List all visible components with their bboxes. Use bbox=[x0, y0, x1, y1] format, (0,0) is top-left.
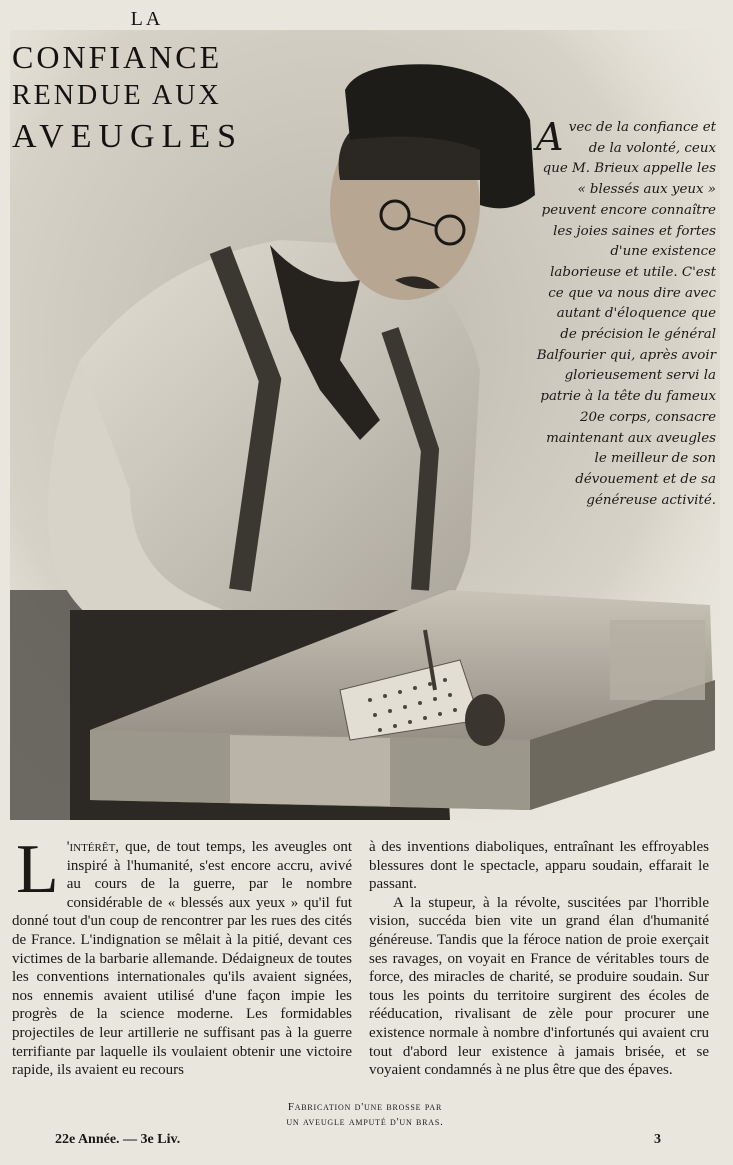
intro-text: vec de la confiance et de la volonté, ceux que M. Brieux appelle les « blessés aux yeux » peuvent encore connaître les joies saines et fortes d'une existence laborieuse et utile. C'est ce que va nous dire avec autant d'éloquence que de précision le général Balfourier qui, après avoir glorieusement servi la patrie à la tête du fameux 20e corps, consacre maintenant aux aveugles le meilleur de son dévouement et de sa généreuse activité. bbox=[536, 120, 716, 508]
title-line-4: AVEUGLES bbox=[12, 118, 244, 155]
caption-line-2: un aveugle amputé d'un bras. bbox=[286, 1116, 444, 1128]
photo-caption bbox=[250, 1100, 480, 1130]
body-right-paragraph-1: à des inventions diaboliques, entraînant les effroyables blessures dont le spectacle, apparu soudain, effarait le passant. bbox=[369, 839, 709, 893]
caption-line-1: Fabrication d'une brosse par bbox=[287, 1101, 443, 1113]
body-left-text: , que, de tout temps, les aveugles ont inspiré à l'humanité, s'est encore accru, avivé au cours de la guerre, par le nombre considérable de « blessés aux yeux » qu'il fut donné tout d'un coup de rencontrer par les rues des cités de France. L'indignation se mêlait à la pitié, devant ces victimes de la barbarie allemande. Dédaigneux de toutes les conventions internationales qu'ils avaient signées, nos ennemis avaient utilisé d'une façon impie les progrès de la science moderne. Les formidables projectiles de leur artillerie ne suffisant pas à la guerre terrifiante par laquelle ils voulaient obtenir une victoire rapide, ils avaient eu recours bbox=[12, 839, 352, 1079]
intro-paragraph bbox=[536, 115, 716, 511]
body-column-left bbox=[12, 831, 352, 1080]
title-line-3: RENDUE AUX bbox=[12, 80, 222, 111]
body-lead-word: 'intérêt bbox=[66, 839, 116, 855]
body-drop-cap: L bbox=[16, 831, 59, 908]
page-number: 3 bbox=[654, 1132, 661, 1147]
article-title bbox=[12, 8, 262, 156]
body-right-paragraph-2: A la stupeur, à la révolte, suscitées par l'horrible vision, succéda bien vite un grand élan d'humanité généreuse. Tandis que la féroce nation de proie exerçait ses ravages, on voyait en France de véritables tours de force, des miracles de charité, se produire soudain. Sur tous les points du territoire surgirent des écoles de rééducation, rivalisant de zèle pour procurer une existence normale à nombre d'infortunés qui avaient cru tout d'abord leur existence à jamais brisée, et se voyaient condamnés à ne plus être que des épaves. bbox=[369, 894, 709, 1079]
title-line-1: LA bbox=[130, 8, 164, 30]
body-column-right bbox=[369, 838, 709, 1080]
title-line-2: CONFIANCE bbox=[12, 39, 223, 75]
intro-drop-cap: A bbox=[536, 115, 564, 159]
issue-info: 22e Année. — 3e Liv. bbox=[55, 1132, 181, 1147]
